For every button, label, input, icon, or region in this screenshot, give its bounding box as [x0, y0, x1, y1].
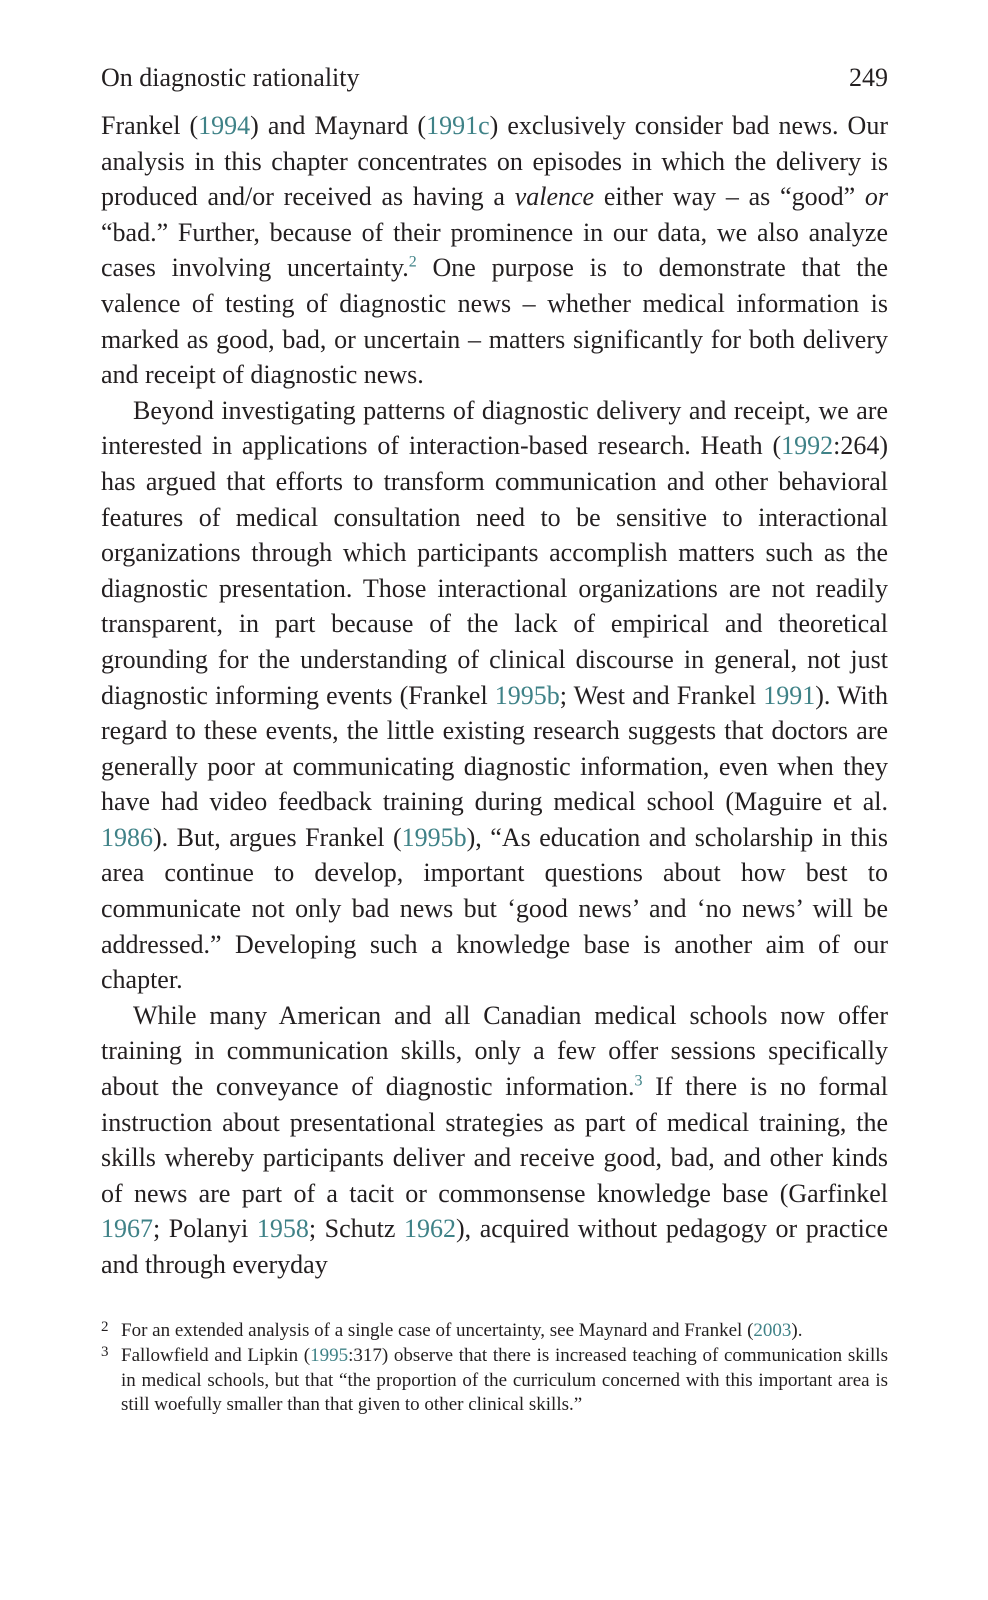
paragraph — [101, 998, 888, 1283]
text-run: Fallowfield and Lipkin ( — [121, 1345, 311, 1367]
footnote-text — [121, 1320, 803, 1341]
footnote — [101, 1319, 888, 1344]
text-run: While many American and all Canadian medical schools now offer training in communication skills, only a few offer sessions specifically about the conveyance of diagnostic information. — [101, 1000, 888, 1102]
emphasis-text: or — [864, 182, 888, 212]
citation-year-link[interactable]: 1994 — [198, 111, 251, 140]
text-run: One purpose is to demonstrate that the valence of testing of diagnostic news – whether medical information is marked as good, bad, or uncertain – matters significantly for both delivery and receipt of diagnostic news. — [101, 253, 888, 390]
running-head — [101, 60, 888, 96]
text-run: ). — [791, 1319, 803, 1341]
footnote-text — [121, 1345, 888, 1415]
text-run: either way – as “good” — [594, 182, 865, 212]
citation-year-link[interactable]: 1991 — [763, 680, 816, 710]
citation-year-link[interactable]: 1958 — [256, 1214, 309, 1244]
body-text — [101, 108, 888, 1283]
text-run: ), “As education and scholarship in this area continue to develop, important questions about how best to communicate not only bad news but ‘good news’ and ‘no news’ will be addressed.” Developing such a knowledge base is another aim of our chapter. — [101, 822, 888, 995]
text-run: “bad.” Further, because of their prominence in our data, we also analyze cases involving uncertainty. — [101, 217, 888, 283]
footnote-number: 3 — [101, 1344, 109, 1361]
text-run: ; Schutz — [308, 1214, 404, 1244]
citation-year-link[interactable]: 1967 — [101, 1214, 153, 1244]
text-run: ), acquired without pedagogy or practice and through everyday — [101, 1214, 888, 1279]
text-run: :317) observe that there is increased teaching of communication skills in medical schools, but that “the proportion of the curriculum concerned with this important area is still woefully smaller than that given to other clinical skills.” — [121, 1345, 888, 1416]
text-run: ) exclusively consider bad news. Our analysis in this chapter concentrates on episodes in which the delivery is produced and/or received as having a — [101, 111, 888, 212]
running-title: On diagnostic rationality — [101, 63, 360, 92]
footnote — [101, 1344, 888, 1418]
paragraph — [101, 108, 888, 393]
citation-year-link[interactable]: 1986 — [101, 822, 153, 852]
footnote-marker[interactable]: 2 — [408, 253, 417, 271]
footnote-number: 2 — [101, 1318, 109, 1335]
footnotes — [101, 1319, 888, 1418]
text-run: Beyond investigating patterns of diagnostic delivery and receipt, we are interested in applications of interaction-based research. Heath ( — [101, 395, 888, 461]
text-run: ). But, argues Frankel ( — [153, 822, 402, 852]
text-run: ; West and Frankel — [559, 680, 764, 710]
text-run: Frankel ( — [101, 111, 199, 140]
citation-year-link[interactable]: 1995b — [401, 822, 467, 852]
citation-year-link[interactable]: 1991c — [426, 111, 490, 140]
book-page — [101, 60, 888, 1419]
footnote-marker[interactable]: 3 — [634, 1072, 643, 1090]
paragraph — [101, 393, 888, 998]
citation-year-link[interactable]: 1992 — [781, 431, 834, 461]
emphasis-text: valence — [514, 182, 595, 212]
text-run: :264) has argued that efforts to transform communication and other behavioral features of medical consultation need to be sensitive to interactional organizations through which participants accomplish matters such as the diagnostic presentation. Those interactional organizations are not readily transparent, in part because of the lack of empirical and theoretical grounding for the understanding of clinical discourse in general, not just diagnostic informing events (Frankel — [101, 431, 888, 710]
text-run: ; Polanyi — [153, 1214, 257, 1244]
text-run: If there is no formal instruction about presentational strategies as part of medical training, the skills whereby participants deliver and receive good, bad, and other kinds of news are part of a tacit or commonsense knowledge base (Garfinkel — [101, 1072, 888, 1208]
citation-year-link[interactable]: 2003 — [753, 1319, 792, 1341]
page-number: 249 — [849, 63, 888, 92]
citation-year-link[interactable]: 1995b — [494, 680, 560, 710]
citation-year-link[interactable]: 1995 — [310, 1345, 349, 1367]
text-run: ). With regard to these events, the little existing research suggests that doctors are generally poor at communicating diagnostic information, even when they have had video feedback training during medical school (Maguire et al. — [101, 680, 889, 817]
text-run: ) and Maynard ( — [250, 111, 427, 140]
citation-year-link[interactable]: 1962 — [403, 1214, 456, 1244]
text-run: For an extended analysis of a single case of uncertainty, see Maynard and Frankel ( — [121, 1319, 754, 1341]
